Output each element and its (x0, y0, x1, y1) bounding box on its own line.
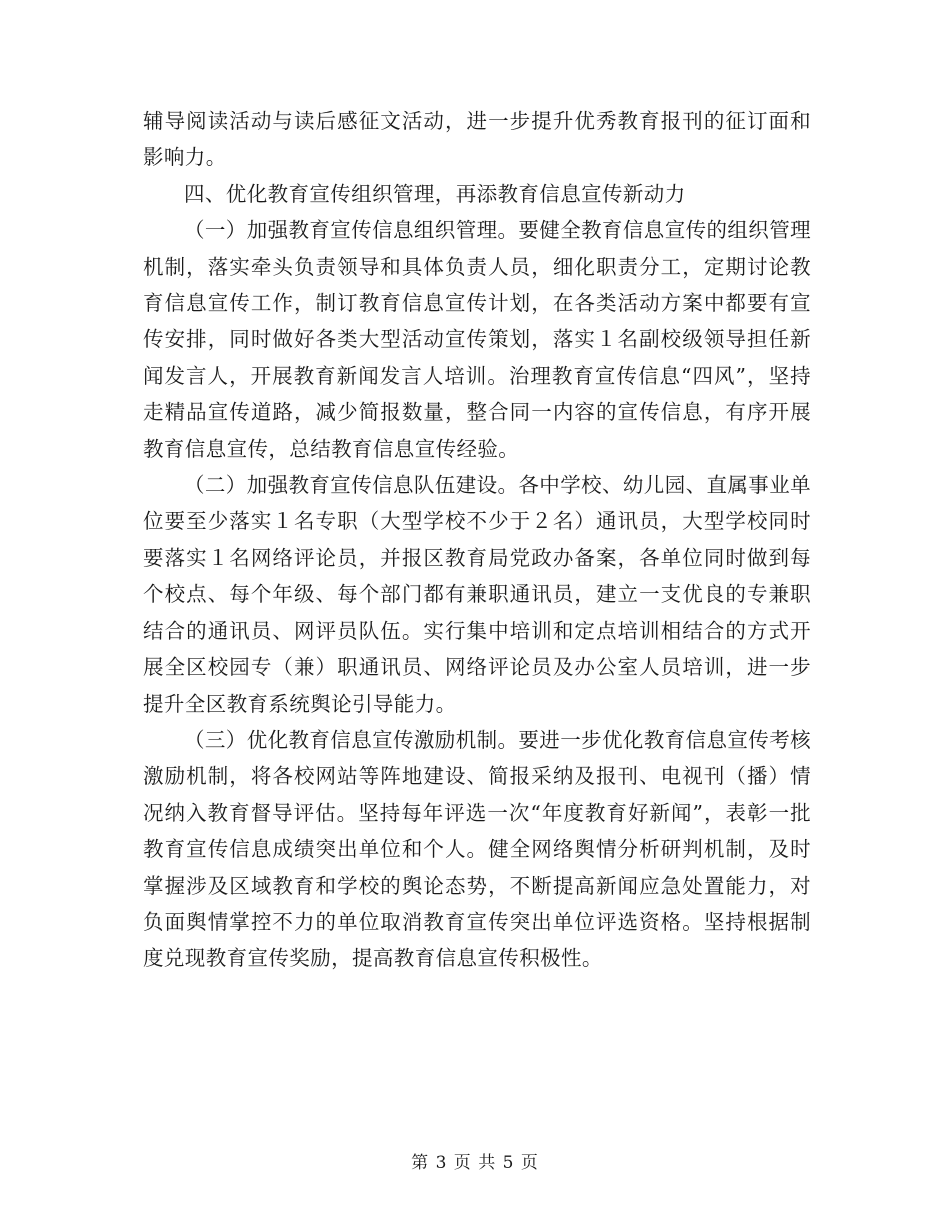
section-heading: 四、优化教育宣传组织管理，再添教育信息宣传新动力 (184, 181, 686, 206)
paragraph-incentive-mechanism: （三）优化教育信息宣传激励机制。要进一步优化教育信息宣传考核激励机制，将各校网站等阵地建设、简报采纳及报刊、电视刊（播）情况纳入教育督导评估。坚持每年评选一次“年度教育好新闻”，表彰一批教育宣传信息成绩突出单位和个人。健全网络舆情分析研判机制，及时掌握涉及区域教育和学校的舆论态势，不断提高新闻应急处置能力，对负面舆情掌控不力的单位取消教育宣传突出单位评选资格。坚持根据制度兑现教育宣传奖励，提高教育信息宣传积极性。 (143, 727, 811, 971)
paragraph-continuation: 辅导阅读活动与读后感征文活动，进一步提升优秀教育报刊的征订面和影响力。 (143, 109, 811, 170)
paragraph-organization-management: （一）加强教育宣传信息组织管理。要健全教育信息宣传的组织管理机制，落实牵头负责领导和具体负责人员，细化职责分工，定期讨论教育信息宣传工作，制订教育信息宣传计划，在各类活动方案中都要有宣传安排，同时做好各类大型活动宣传策划，落实１名副校级领导担任新闻发言人，开展教育新闻发言人培训。治理教育宣传信息“四风”，坚持走精品宣传道路，减少简报数量，整合同一内容的宣传信息，有序开展教育信息宣传，总结教育信息宣传经验。 (143, 218, 811, 461)
page-footer: 第 3 页 共 5 页 (411, 1153, 539, 1173)
paragraph-team-building: （二）加强教育宣传信息队伍建设。各中学校、幼儿园、直属事业单位要至少落实１名专职（大型学校不少于２名）通讯员，大型学校同时要落实１名网络评论员，并报区教育局党政办备案，各单位同时做到每个校点、每个年级、每个部门都有兼职通讯员，建立一支优良的专兼职结合的通讯员、网评员队伍。实行集中培训和定点培训相结合的方式开展全区校园专（兼）职通讯员、网络评论员及办公室人员培训，进一步提升全区教育系统舆论引导能力。 (143, 473, 811, 716)
document-body (143, 103, 811, 977)
